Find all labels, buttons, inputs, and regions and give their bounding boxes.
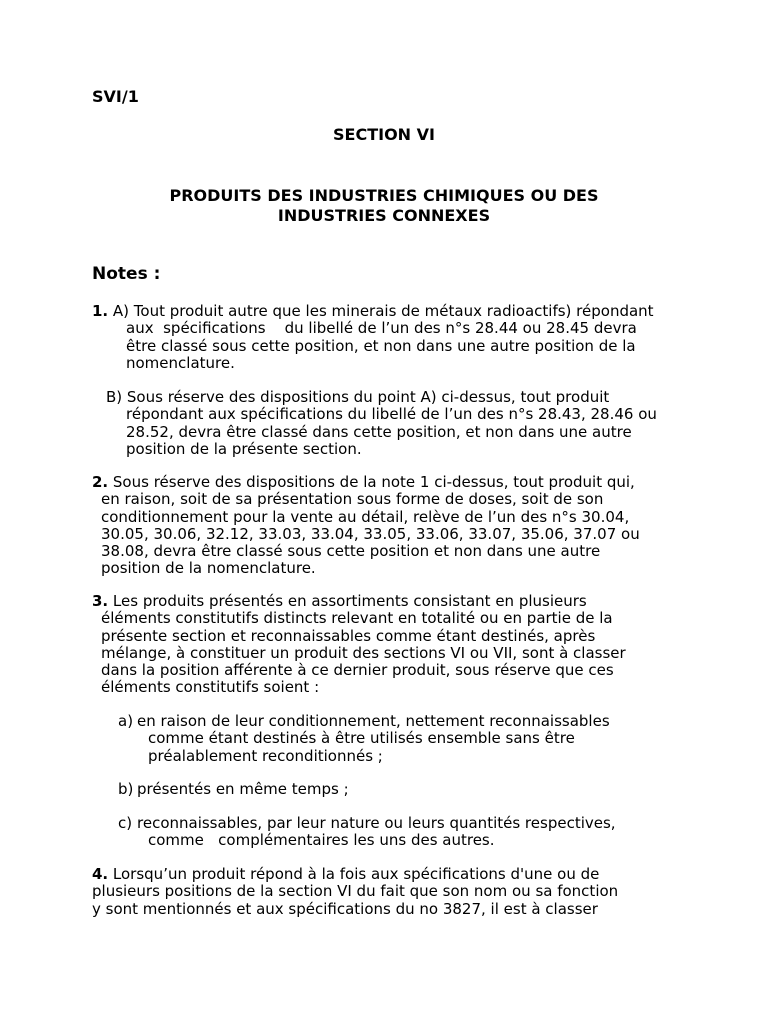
note-3-item-b-text (137, 781, 349, 798)
note-4-text-1: Lorsqu’un produit répond à la fois aux spécifications d'une ou de (108, 865, 600, 883)
note-3-line-2: éléments constitutifs distincts relevant en totalité ou en partie de la (101, 609, 613, 628)
note-1-line-1 (92, 303, 654, 320)
note-4 (92, 866, 618, 918)
note-3-item-a-line-2: comme étant destinés à être utilisés ensemble sans être (148, 729, 575, 748)
note-1-b-line-3: 28.52, devra être classé dans cette position, et non dans une autre (126, 422, 632, 441)
note-3-item-c-text (137, 815, 616, 850)
page-reference: SVI/1 (92, 87, 139, 106)
note-3 (92, 593, 626, 697)
note-3-item-b-line-1: présentés en même temps ; (137, 780, 349, 798)
note-2-line-6: position de la nomenclature. (101, 559, 316, 578)
chapter-title-line-2: INDUSTRIES CONNEXES (277, 206, 491, 225)
note-3-item-a-label: a) (118, 712, 134, 730)
note-1-b-line-2: répondant aux spécifications du libellé de l’un des n°s 28.43, 28.46 ou (126, 405, 657, 424)
note-4-line-3: y sont mentionnés et aux spécifications du no 3827, il est à classer (92, 899, 598, 918)
note-3-item-b-label: b) (118, 780, 134, 798)
note-1-line-4: nomenclature. (126, 353, 235, 372)
note-2-line-4: 30.05, 30.06, 32.12, 33.03, 33.04, 33.05, 33.06, 33.07, 35.06, 37.07 ou (101, 524, 640, 543)
note-3-item-c-label: c) (118, 814, 133, 832)
note-3-text-1: Les produits présentés en assortiments consistant en plusieurs (108, 592, 587, 610)
note-3-line-6: éléments constitutifs soient : (101, 678, 320, 697)
note-3-line-3: présente section et reconnaissables comme étant destinés, après (101, 626, 596, 645)
note-2-line-5: 38.08, devra être classé sous cette position et non dans une autre (101, 542, 601, 561)
note-1-text-1: A) Tout produit autre que les minerais de métaux radioactifs) répondant (108, 302, 654, 320)
note-4-line-2: plusieurs positions de la section VI du fait que son nom ou sa fonction (92, 882, 619, 901)
note-1-line-2: aux spécifications du libellé de l’un des n°s 28.44 ou 28.45 devra (126, 319, 637, 338)
note-4-line-1 (92, 866, 618, 883)
note-3-line-4: mélange, à constituer un produit des sections VI ou VII, sont à classer (101, 643, 626, 662)
note-1-b (106, 389, 657, 458)
note-3-item-c-line-2: comme complémentaires les uns des autres. (148, 831, 495, 850)
note-1-b-line-1: B) Sous réserve des dispositions du point A) ci-dessus, tout produit (106, 388, 610, 406)
note-2-text-1: Sous réserve des dispositions de la note 1 ci-dessus, tout produit qui, (108, 473, 635, 491)
note-2-line-3: conditionnement pour la vente au détail, relève de l’un des n°s 30.04, (101, 507, 630, 526)
note-3-line-5: dans la position afférente à ce dernier produit, sous réserve que ces (101, 661, 614, 680)
note-3-number: 3. (92, 592, 109, 610)
note-1-line-3: être classé sous cette position, et non dans une autre position de la (126, 336, 636, 355)
chapter-title-line-1: PRODUITS DES INDUSTRIES CHIMIQUES OU DES (169, 186, 599, 205)
note-4-number: 4. (92, 865, 109, 883)
note-2-line-1 (92, 474, 640, 491)
note-2-number: 2. (92, 473, 109, 491)
note-2-line-2: en raison, soit de sa présentation sous forme de doses, soit de son (101, 490, 604, 509)
note-2 (92, 474, 640, 578)
note-3-item-a-text (137, 713, 610, 765)
note-3-item-a-line-1: en raison de leur conditionnement, nettement reconnaissables (137, 712, 610, 730)
note-1 (92, 303, 654, 372)
chapter-title (120, 186, 648, 226)
notes-heading: Notes : (92, 264, 161, 284)
note-1-b-line-4: position de la présente section. (126, 439, 362, 458)
note-3-item-c-line-1: reconnaissables, par leur nature ou leurs quantités respectives, (137, 814, 616, 832)
section-title: SECTION VI (333, 125, 435, 144)
note-3-line-1 (92, 593, 626, 610)
note-3-item-a-line-3: préalablement reconditionnés ; (148, 746, 383, 765)
note-1-number: 1. (92, 302, 109, 320)
